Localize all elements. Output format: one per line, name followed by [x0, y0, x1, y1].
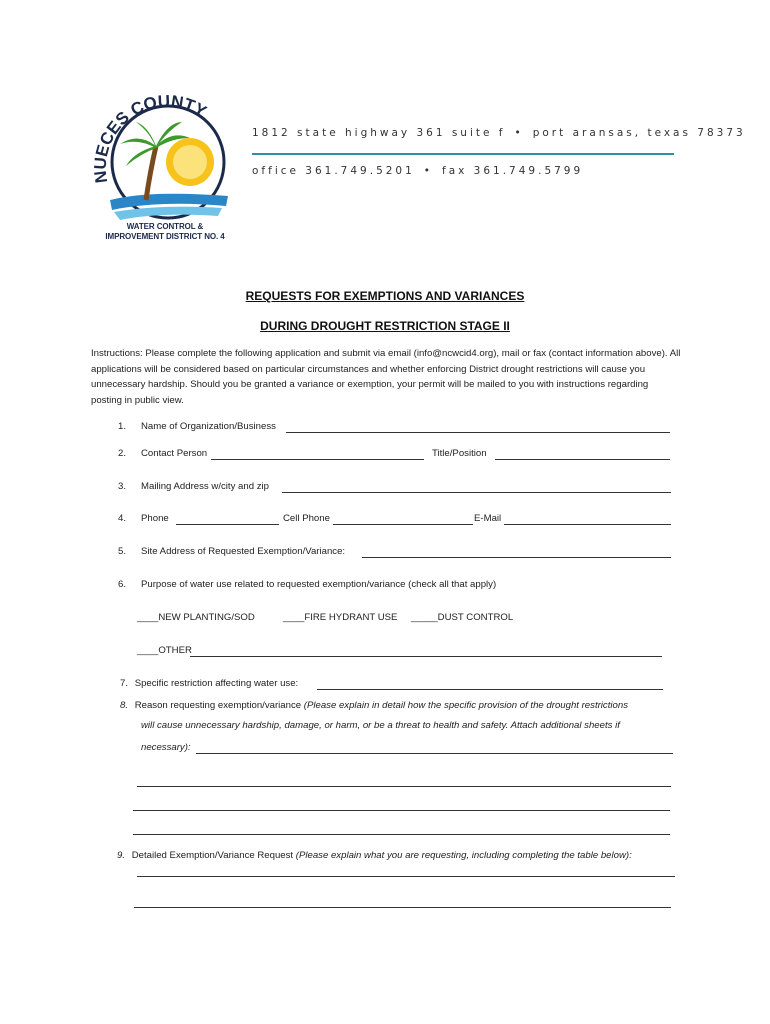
bullet: •: [514, 127, 524, 139]
reason-field-line-4[interactable]: [133, 834, 670, 835]
mailing-address-label: Mailing Address w/city and zip: [141, 481, 269, 492]
site-address-label: Site Address of Requested Exemption/Variance:: [141, 546, 346, 557]
site-address-field[interactable]: [362, 557, 671, 558]
form-title: REQUESTS FOR EXEMPTIONS AND VARIANCES: [245, 289, 525, 303]
city: port aransas, texas 78373: [532, 127, 746, 139]
item-number: 2.: [118, 448, 127, 459]
reason-instruction-cont: will cause unnecessary hardship, damage, or harm, or be a threat to health and safety. Attach additional sheets if: [141, 720, 620, 731]
request-field-line-1[interactable]: [137, 876, 675, 877]
bullet: •: [423, 165, 433, 177]
reason-instruction: (Please explain in detail how the specific provision of the drought restrictions: [303, 700, 628, 711]
office-phone: office 361.749.5201: [252, 165, 415, 177]
detailed-request-label: Detailed Exemption/Variance Request: [131, 850, 294, 861]
dust-control-option[interactable]: _____DUST CONTROL: [411, 612, 514, 623]
item-number: 4.: [118, 513, 127, 524]
reason-label: Reason requesting exemption/variance: [134, 700, 302, 711]
logo-line1: WATER CONTROL &: [126, 222, 204, 231]
item-number: 9.: [117, 850, 126, 861]
form-subtitle: DURING DROUGHT RESTRICTION STAGE II: [260, 319, 510, 333]
other-option[interactable]: ____OTHER: [137, 645, 192, 656]
specific-restriction-label: Specific restriction affecting water use:: [134, 678, 299, 689]
reason-field-line-3[interactable]: [133, 810, 670, 811]
contact-person-label: Contact Person: [141, 448, 208, 459]
reason-field-line-1[interactable]: [196, 753, 673, 754]
instructions: Instructions: Please complete the following application and submit via email (info@ncwcid4.org), mail or fax (contact information above). All applications will be considered based on particular circumstances and whether enforcing District drought restrictions will cause you unnecessary hardship. Should you be granted a variance or exemption, your permit will be mailed to you with instructions regarding posting in public view.: [91, 348, 681, 406]
fax-number: fax 361.749.5799: [442, 165, 584, 177]
email-field[interactable]: [504, 524, 671, 525]
org-name-field[interactable]: [286, 432, 670, 433]
letterhead-address-line: [252, 127, 746, 139]
title-position-label: Title/Position: [432, 448, 487, 459]
purpose-label: Purpose of water use related to requested exemption/variance (check all that apply): [141, 579, 497, 590]
fire-hydrant-option[interactable]: ____FIRE HYDRANT USE: [283, 612, 398, 623]
item-7-line: [120, 678, 298, 689]
logo-palm-trunk: [146, 146, 156, 200]
org-name-label: Name of Organization/Business: [141, 421, 276, 432]
item-number: 7.: [120, 678, 129, 689]
item-number: 8.: [120, 700, 129, 711]
phone-label: Phone: [141, 513, 169, 524]
item-9-line: [117, 850, 632, 861]
mailing-address-field[interactable]: [282, 492, 671, 493]
item-number: 1.: [118, 421, 127, 432]
item-number: 5.: [118, 546, 127, 557]
address: 1812 state highway 361 suite f: [252, 127, 506, 139]
contact-person-field[interactable]: [211, 459, 424, 460]
logo-line2: IMPROVEMENT DISTRICT NO. 4: [105, 232, 225, 241]
cell-phone-label: Cell Phone: [283, 513, 330, 524]
item-number: 6.: [118, 579, 127, 590]
item-8-line: [120, 700, 628, 711]
reason-field-line-2[interactable]: [137, 786, 671, 787]
phone-field[interactable]: [176, 524, 279, 525]
letterhead-phone-line: [252, 165, 583, 177]
letterhead-rule: [252, 153, 674, 155]
email-label: E-Mail: [474, 513, 502, 524]
specific-restriction-field[interactable]: [317, 689, 663, 690]
logo-arc-text: NUECES COUNTY: [90, 92, 210, 185]
request-field-line-2[interactable]: [134, 907, 671, 908]
new-planting-option[interactable]: ____NEW PLANTING/SOD: [137, 612, 255, 623]
logo-sun-core: [173, 145, 207, 179]
detailed-request-instruction: (Please explain what you are requesting, including completing the table below):: [295, 850, 632, 861]
cell-phone-field[interactable]: [333, 524, 473, 525]
item-number: 3.: [118, 481, 127, 492]
reason-necessary: necessary):: [141, 742, 191, 753]
other-field[interactable]: [190, 656, 662, 657]
title-position-field[interactable]: [495, 459, 670, 460]
